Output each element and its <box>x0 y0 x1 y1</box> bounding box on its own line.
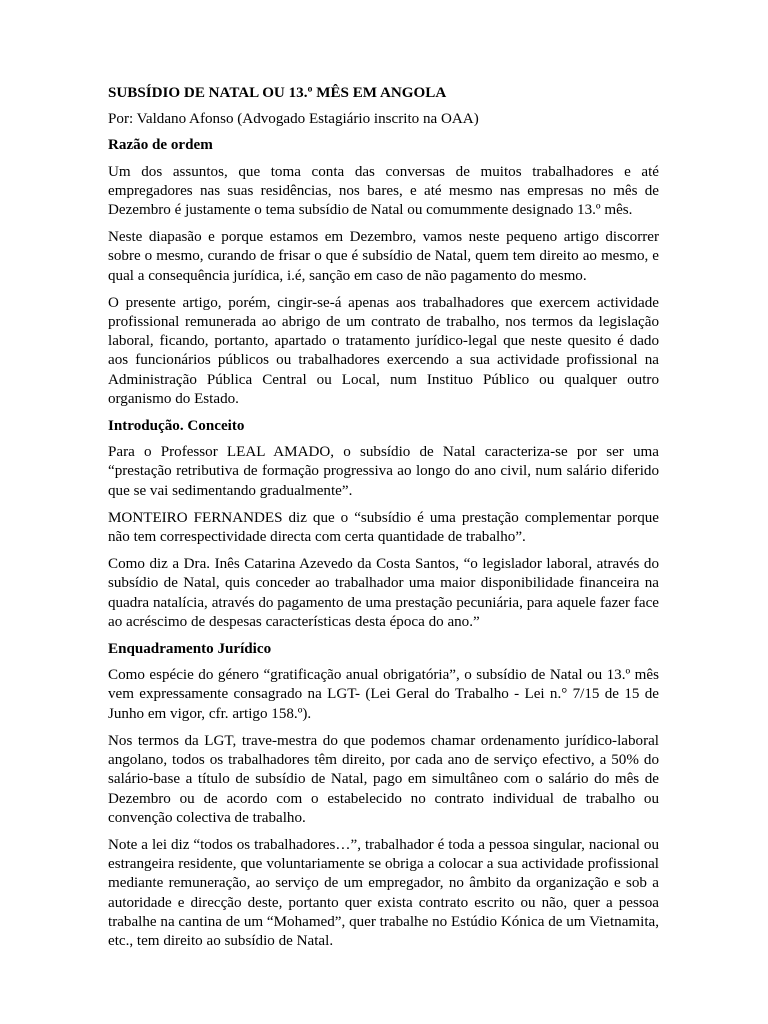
document-page <box>108 84 659 959</box>
paragraph: Um dos assuntos, que toma conta das conversas de muitos trabalhadores e até empregadores nas suas residências, nos bares, e até mesmo nas empresas no mês de Dezembro é justamente o tema subsídio de Natal ou comummente designado 13.º mês. <box>108 163 659 219</box>
paragraph: MONTEIRO FERNANDES diz que o “subsídio é uma prestação complementar porque não tem correspectividade directa com certa quantidade de trabalho”. <box>108 509 659 546</box>
paragraph: Nos termos da LGT, trave-mestra do que podemos chamar ordenamento jurídico-laboral angolano, todos os trabalhadores têm direito, por cada ano de serviço efectivo, a 50% do salário-base a título de subsídio de Natal, pago em simultâneo com o salário do mês de Dezembro ou de acordo com o estabelecido no contrato individual de trabalho ou convenção colectiva de trabalho. <box>108 732 659 826</box>
document-title: SUBSÍDIO DE NATAL OU 13.º MÊS EM ANGOLA <box>108 85 447 101</box>
document-byline: Por: Valdano Afonso (Advogado Estagiário inscrito na OAA) <box>108 111 479 128</box>
section-heading-razao-de-ordem: Razão de ordem <box>108 137 213 154</box>
paragraph: Neste diapasão e porque estamos em Dezembro, vamos neste pequeno artigo discorrer sobre o mesmo, curando de frisar o que é subsídio de Natal, quem tem direito ao mesmo, e qual a consequência jurídica, i.é, sanção em caso de não pagamento do mesmo. <box>108 229 659 284</box>
paragraph: O presente artigo, porém, cingir-se-á apenas aos trabalhadores que exercem actividade profissional remunerada ao abrigo de um contrato de trabalho, nos termos da legislação laboral, ficando, portanto, apartado o tratamento jurídico-legal que neste quesito é dado aos funcionários públicos ou trabalhadores exercendo a sua actividade profissional na Administração Pública Central ou Local, num Instituo Público ou qualquer outro organismo do Estado. <box>108 294 659 407</box>
paragraph: Como diz a Dra. Inês Catarina Azevedo da Costa Santos, “o legislador laboral, através do subsídio de Natal, quis conceder ao trabalhador uma maior disponibilidade financeira na quadra natalícia, através do pagamento de uma prestação pecuniária, para aquele fazer face ao acréscimo de despesas características desta época do ano.” <box>108 556 659 630</box>
paragraph: Note a lei diz “todos os trabalhadores…”, trabalhador é toda a pessoa singular, nacional ou estrangeira residente, que voluntariamente se obriga a colocar a sua actividade profissional mediante remuneração, ao serviço de um empregador, no âmbito da organização e sob a autoridade e direcção deste, portanto quer exista contrato escrito ou não, quer a pessoa trabalhe na cantina de um “Mohamed”, quer trabalhe no Estúdio Kónica de um Vietnamita, etc., tem direito ao subsídio de Natal. <box>108 836 659 949</box>
paragraph: Como espécie do género “gratificação anual obrigatória”, o subsídio de Natal ou 13.º mês vem expressamente consagrado na LGT- (Lei Geral do Trabalho - Lei n.° 7/15 de 15 de Junho em vigor, cfr. artigo 158.º). <box>108 667 659 722</box>
paragraph: Para o Professor LEAL AMADO, o subsídio de Natal caracteriza-se por ser uma “prestação retributiva de formação progressiva ao longo do ano civil, num salário diferido que se vai sedimentando gradualmente”. <box>108 444 659 499</box>
section-heading-introducao: Introdução. Conceito <box>108 418 245 435</box>
section-heading-enquadramento: Enquadramento Jurídico <box>108 641 272 658</box>
